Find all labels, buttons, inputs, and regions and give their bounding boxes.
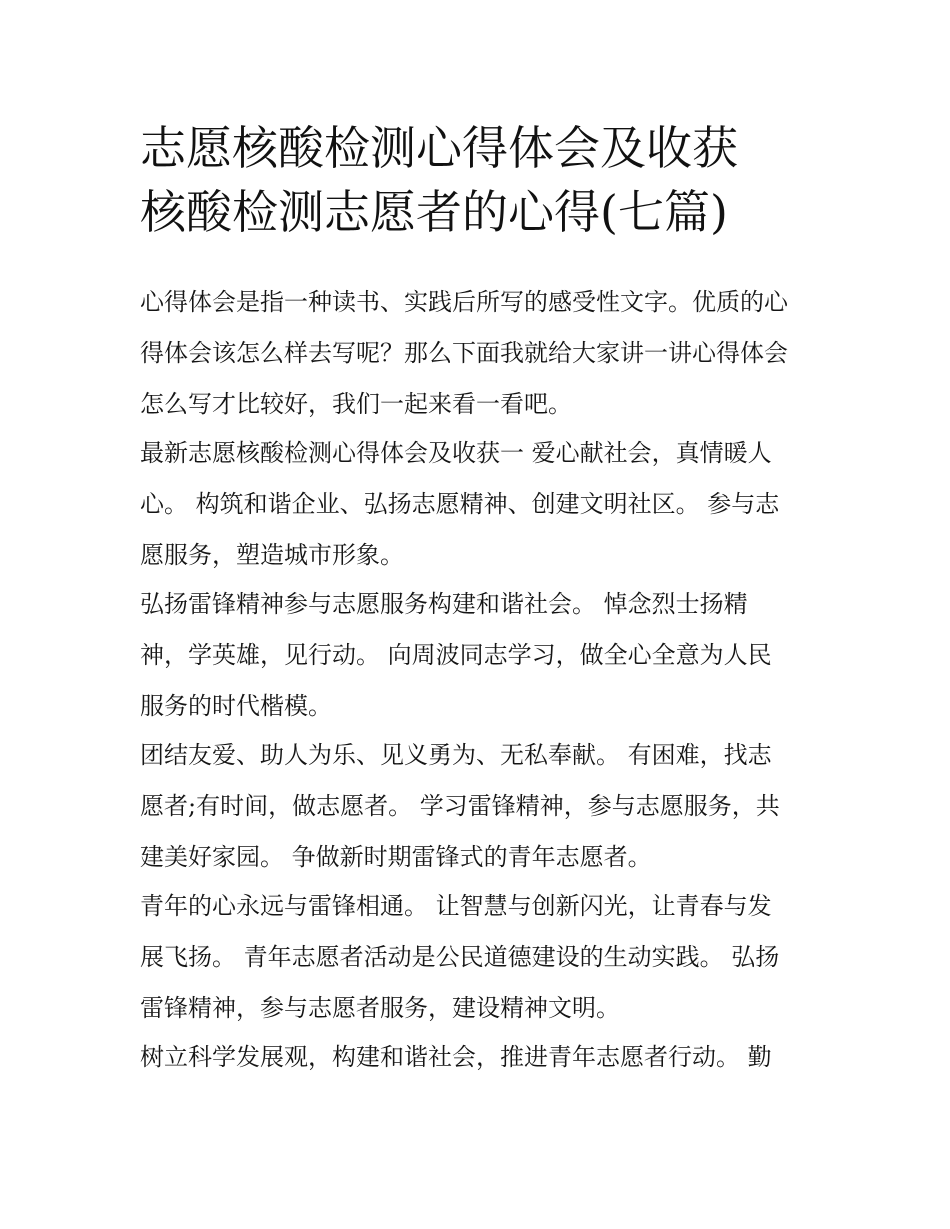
text-line: 树立科学发展观，构建和谐社会，推进青年志愿者行动。 勤 xyxy=(140,1043,772,1071)
text-line: 怎么写才比较好，我们一起来看一看吧。 xyxy=(140,390,572,418)
paragraph xyxy=(140,585,820,736)
text-line: 弘扬雷锋精神参与志愿服务构建和谐社会。 悼念烈士扬精 xyxy=(140,590,748,618)
text-line: 最新志愿核酸检测心得体会及收获一 爱心献社会，真情暖人 xyxy=(140,439,772,467)
text-line: 团结友爱、助人为乐、见义勇为、无私奉献。 有困难，找志 xyxy=(140,741,772,769)
text-line: 青年的心永远与雷锋相通。 让智慧与创新闪光，让青春与发 xyxy=(140,892,772,920)
text-line: 建美好家园。 争做新时期雷锋式的青年志愿者。 xyxy=(140,843,652,871)
paragraph xyxy=(140,434,820,585)
text-line: 神，学英雄，见行动。 向周波同志学习，做全心全意为人民 xyxy=(140,641,772,669)
text-line: 服务的时代楷模。 xyxy=(140,692,332,720)
text-line: 心得体会是指一种读书、实践后所写的感受性文字。优质的心 xyxy=(140,288,788,316)
paragraph xyxy=(140,736,820,887)
paragraph xyxy=(140,1038,820,1087)
document-body xyxy=(140,283,820,1087)
text-line: 愿者;有时间，做志愿者。 学习雷锋精神，参与志愿服务，共 xyxy=(140,792,780,820)
document-title xyxy=(140,116,840,244)
text-line: 得体会该怎么样去写呢？那么下面我就给大家讲一讲心得体会 xyxy=(140,339,788,367)
text-line: 展飞扬。 青年志愿者活动是公民道德建设的生动实践。 弘扬 xyxy=(140,943,780,971)
text-line: 心。 构筑和谐企业、弘扬志愿精神、创建文明社区。 参与志 xyxy=(140,490,780,518)
paragraph xyxy=(140,887,820,1038)
title-line: 志愿核酸检测心得体会及收获 xyxy=(140,121,738,175)
text-line: 愿服务，塑造城市形象。 xyxy=(140,541,404,569)
text-line: 雷锋精神，参与志愿者服务，建设精神文明。 xyxy=(140,994,620,1022)
paragraph xyxy=(140,283,820,434)
title-line: 核酸检测志愿者的心得(七篇) xyxy=(140,185,728,239)
